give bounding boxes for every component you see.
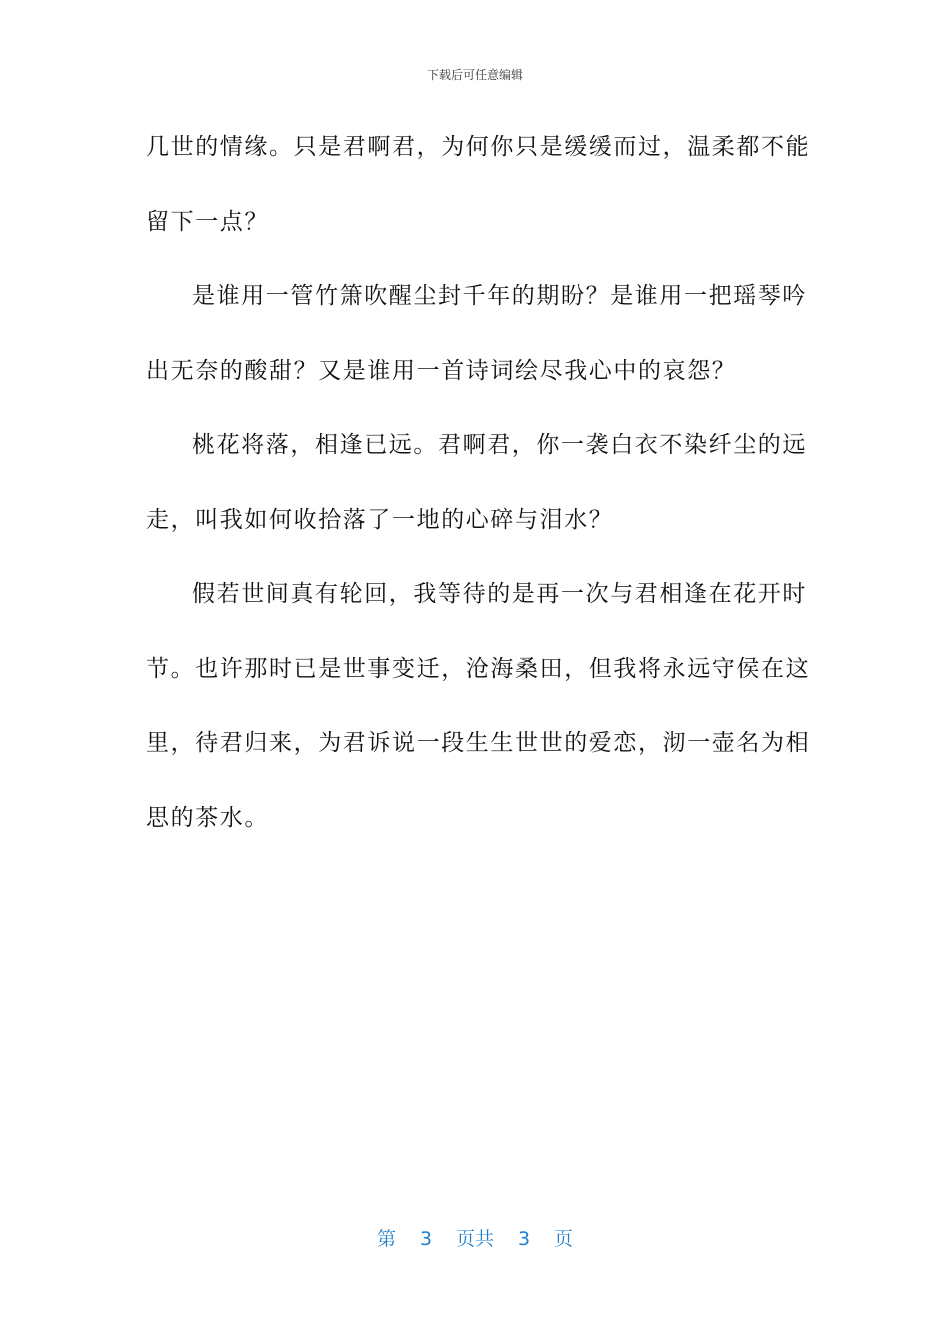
text-line-6: 走，叫我如何收拾落了一地的心碎与泪水？ [146,506,614,533]
text-line-10: 思的茶水。 [146,804,269,831]
text-line-1: 几世的情缘。只是君啊君，为何你只是缓缓而过，温柔都不能 [146,134,811,160]
footer-prefix: 第 [376,1228,396,1250]
footer-suffix: 页 [554,1228,574,1250]
body-text [146,110,811,855]
header-note: 下载后可任意编辑 [426,68,523,82]
text-line-2: 留下一点？ [146,208,269,235]
footer-total-pages: 3 [517,1228,531,1250]
text-line-4: 出无奈的酸甜？又是谁用一首诗词绘尽我心中的哀怨？ [146,357,737,384]
text-line-8: 节。也许那时已是世事变迁，沧海桑田，但我将永远守侯在这 [146,655,811,682]
text-line-5: 桃花将落，相逢已远。君啊君，你一袭白衣不染纤尘的远 [192,432,807,458]
text-line-9: 里，待君归来，为君诉说一段生生世世的爱恋，沏一壶名为相 [146,730,811,756]
footer-middle: 页共 [455,1228,494,1250]
footer-current-page: 3 [419,1228,433,1250]
text-line-7: 假若世间真有轮回，我等待的是再一次与君相逢在花开时 [192,581,807,607]
page-footer [0,1224,950,1251]
text-line-3: 是谁用一管竹箫吹醒尘封千年的期盼？是谁用一把瑶琴吟 [192,283,807,309]
